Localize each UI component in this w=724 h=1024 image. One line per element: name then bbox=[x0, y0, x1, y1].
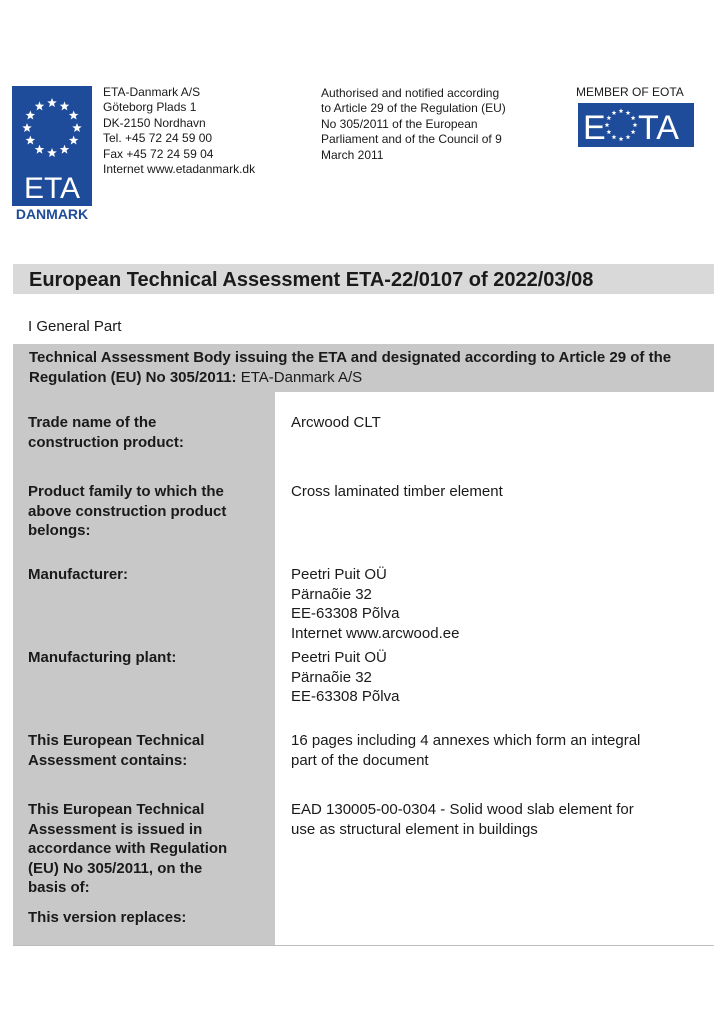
label-line: Assessment contains: bbox=[28, 751, 188, 769]
eota-logo-graphic bbox=[578, 103, 694, 147]
eota-logo-letters-ta: TA bbox=[638, 109, 679, 147]
label-eta-contains bbox=[28, 731, 268, 770]
label-line: accordance with Regulation bbox=[28, 840, 228, 857]
value-trade-name bbox=[291, 413, 711, 433]
label-manufacturer bbox=[28, 565, 268, 585]
value-line: Arcwood CLT bbox=[291, 414, 381, 431]
value-line: EE-63308 Põlva bbox=[291, 688, 400, 705]
table-header bbox=[13, 344, 714, 392]
label-line: Manufacturer: bbox=[28, 566, 129, 583]
value-line: Pärnaõie 32 bbox=[291, 668, 372, 686]
eta-danmark-logo bbox=[12, 86, 92, 224]
address-block bbox=[103, 85, 255, 177]
value-product-family bbox=[291, 482, 711, 502]
authorisation-block bbox=[321, 86, 506, 163]
authorisation-line: March 2011 bbox=[321, 147, 384, 162]
part-title: I General Part bbox=[28, 318, 122, 335]
label-issued-basis bbox=[28, 800, 268, 898]
authorisation-line: Authorised and notified according bbox=[321, 86, 500, 100]
address-line: Tel. +45 72 24 59 00 bbox=[103, 131, 213, 146]
value-manufacturer bbox=[291, 565, 711, 643]
label-line: Assessment is issued in bbox=[28, 820, 203, 838]
value-line: Peetri Puit OÜ bbox=[291, 566, 387, 583]
table-header-text bbox=[29, 348, 709, 388]
label-line: Product family to which the bbox=[28, 483, 224, 500]
title-bar bbox=[13, 264, 714, 294]
eota-logo-letter-e: E bbox=[583, 109, 606, 147]
label-manufacturing-plant bbox=[28, 648, 268, 668]
label-line: above construction product bbox=[28, 502, 227, 520]
value-line: EE-63308 Põlva bbox=[291, 605, 400, 622]
label-line: This version replaces: bbox=[28, 909, 187, 926]
table-header-bold: Technical Assessment Body issuing the ETA and designated according to Article 29 of the Regulation (EU) No 305/2011: bbox=[29, 349, 672, 386]
eta-logo-subtext: DANMARK bbox=[15, 206, 89, 222]
label-version-replaces bbox=[28, 908, 268, 928]
document-title: European Technical Assessment ETA-22/0107 of 2022/03/08 bbox=[29, 269, 594, 291]
address-line: Göteborg Plads 1 bbox=[103, 100, 197, 115]
value-eta-contains bbox=[291, 731, 711, 770]
value-line: Peetri Puit OÜ bbox=[291, 649, 387, 666]
label-trade-name bbox=[28, 413, 268, 452]
label-product-family bbox=[28, 482, 268, 541]
label-line: Trade name of the bbox=[28, 414, 157, 431]
label-line: belongs: bbox=[28, 522, 91, 539]
label-line: This European Technical bbox=[28, 732, 205, 749]
authorisation-line: Parliament and of the Council of 9 bbox=[321, 132, 502, 147]
value-line: 16 pages including 4 annexes which form an integral bbox=[291, 732, 641, 749]
label-line: (EU) No 305/2011, on the bbox=[28, 859, 203, 877]
label-line: basis of: bbox=[28, 879, 90, 896]
value-issued-basis bbox=[291, 800, 711, 839]
table-bottom-rule bbox=[13, 945, 714, 946]
value-line: Internet www.arcwood.ee bbox=[291, 624, 460, 642]
address-line: Internet www.etadanmark.dk bbox=[103, 162, 256, 177]
authorisation-line: to Article 29 of the Regulation (EU) bbox=[321, 101, 506, 116]
address-line: Fax +45 72 24 59 04 bbox=[103, 146, 214, 161]
authorisation-line: No 305/2011 of the European bbox=[321, 116, 478, 131]
eota-member-label: MEMBER OF EOTA bbox=[576, 85, 684, 99]
table-header-value: ETA-Danmark A/S bbox=[240, 369, 363, 386]
address-line: DK-2150 Nordhavn bbox=[103, 115, 206, 130]
eta-logo-text: ETA bbox=[23, 172, 81, 205]
value-line: use as structural element in buildings bbox=[291, 820, 538, 838]
eta-logo-graphic bbox=[12, 86, 92, 224]
value-line: EAD 130005-00-0304 - Solid wood slab element for bbox=[291, 801, 634, 818]
value-line: part of the document bbox=[291, 751, 429, 769]
label-line: Manufacturing plant: bbox=[28, 649, 177, 666]
value-line: Pärnaõie 32 bbox=[291, 585, 372, 603]
label-line: construction product: bbox=[28, 433, 184, 451]
address-line: ETA-Danmark A/S bbox=[103, 85, 201, 99]
value-line: Cross laminated timber element bbox=[291, 483, 503, 500]
value-manufacturing-plant bbox=[291, 648, 711, 707]
eota-logo bbox=[578, 103, 694, 147]
label-line: This European Technical bbox=[28, 801, 205, 818]
